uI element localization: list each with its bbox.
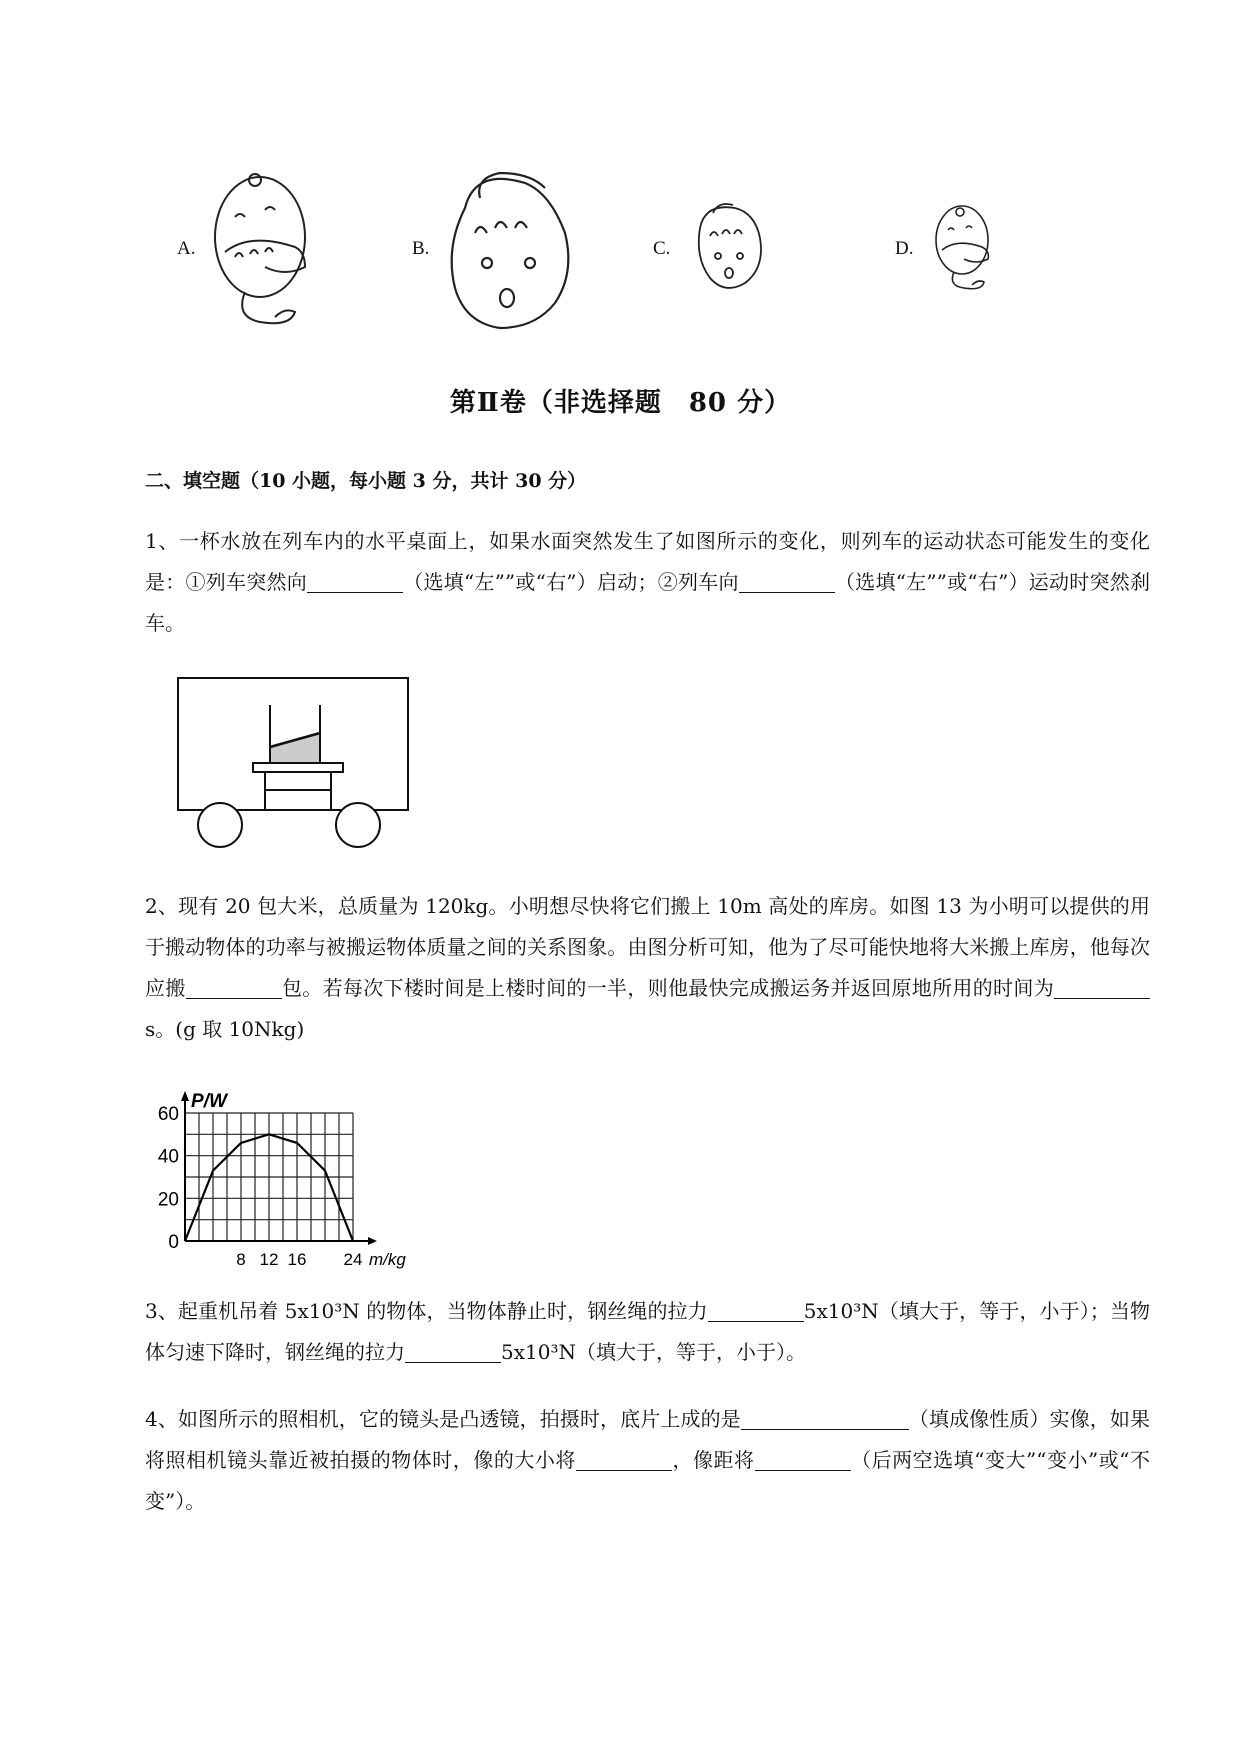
question-4 — [145, 1399, 1150, 1522]
question-2 — [145, 886, 1150, 1050]
q2-blank-2[interactable] — [1054, 976, 1150, 999]
q1-blank-2[interactable] — [739, 570, 835, 593]
q3-text-1: 3、起重机吊着 5x10³N 的物体，当物体静止时，钢丝绳的拉力 — [145, 1299, 708, 1323]
q4-blank-3[interactable] — [755, 1448, 851, 1471]
option-d-figure — [928, 198, 1003, 293]
y-axis-label: P/W — [191, 1091, 227, 1112]
option-b-label: B. — [412, 238, 430, 259]
q2-blank-1[interactable] — [186, 976, 282, 999]
section-title: 第Ⅱ卷（非选择题 80 分） — [449, 388, 792, 418]
option-d-label: D. — [895, 238, 914, 259]
q1-text-2: （选填“左””或“右”）启动；②列车向 — [402, 570, 739, 594]
q2-text-2: 包。若每次下楼时间是上楼时间的一半，则他最快完成搬运务并返回原地所用的时间为 — [281, 976, 1055, 1000]
q1-text-3: （选填“左””或“右”）运动时突然刹车。 — [145, 570, 1151, 635]
water — [270, 733, 320, 763]
x-tick-label: 12 — [259, 1250, 279, 1269]
y-tick-label: 0 — [168, 1232, 179, 1253]
q4-text-2: （填成像性质）实像，如果将照相机镜头靠近被拍摄的物体时，像的大小将 — [145, 1407, 1150, 1472]
option-a-label: A. — [177, 238, 196, 259]
q3-blank-1[interactable] — [708, 1299, 804, 1322]
x-tick-label: 24 — [343, 1250, 363, 1269]
option-a-figure — [205, 162, 325, 337]
y-tick-label: 60 — [157, 1104, 179, 1125]
x-tick-label: 16 — [287, 1250, 307, 1269]
part-title: 二、填空题（10 小题，每小题 3 分，共计 30 分） — [145, 470, 587, 492]
y-tick-label: 40 — [157, 1146, 179, 1168]
option-b-figure — [445, 168, 575, 333]
q3-blank-2[interactable] — [405, 1340, 501, 1363]
y-tick-label: 20 — [157, 1189, 179, 1211]
option-c-figure — [688, 198, 768, 298]
x-axis-arrow — [368, 1237, 377, 1245]
q1-text-1: 1、一杯水放在列车内的水平桌面上，如果水面突然发生了如图所示的变化，则列车的运动状态可能发生的变化是：①列车突然向 — [145, 529, 1150, 594]
wheel-left — [198, 803, 242, 847]
q2-text-1: 2、现有 20 包大米，总质量为 120kg。小明想尽快将它们搬上 10m 高处的库房。如图 13 为小明可以提供的用于搬动物体的功率与被搬运物体质量之间的关系图象。由图分析可知，他为了尽可能快地将大米搬上库房，他每次应搬 — [145, 894, 1150, 1000]
q1-blank-1[interactable] — [307, 570, 403, 593]
q4-blank-1[interactable] — [741, 1407, 909, 1430]
table-top — [253, 763, 343, 772]
x-axis-label: m/kg — [369, 1250, 406, 1269]
q4-blank-2[interactable] — [576, 1448, 672, 1471]
y-axis-arrow — [181, 1091, 189, 1101]
option-c-label: C. — [653, 238, 671, 259]
q4-text-3: ，像距将 — [671, 1448, 755, 1472]
question-3 — [145, 1291, 1150, 1373]
power-mass-chart — [157, 1086, 450, 1269]
q2-text-3: s。(g 取 10Nkg) — [145, 1017, 305, 1041]
question-1 — [145, 521, 1150, 644]
wheel-right — [336, 803, 380, 847]
x-tick-label: 8 — [236, 1250, 246, 1269]
train-cup-figure — [175, 675, 415, 850]
q3-text-2: 5x10³N（填大于，等于，小于）；当物体匀速下降时，钢丝绳的拉力 — [145, 1299, 1150, 1364]
q4-text-1: 4、如图所示的照相机，它的镜头是凸透镜，拍摄时，底片上成的是 — [145, 1407, 741, 1431]
q3-text-3: 5x10³N（填大于，等于，小于）。 — [501, 1340, 806, 1364]
q4-text-4: （后两空选填“变大”“变小”或“不变”）。 — [145, 1448, 1151, 1513]
